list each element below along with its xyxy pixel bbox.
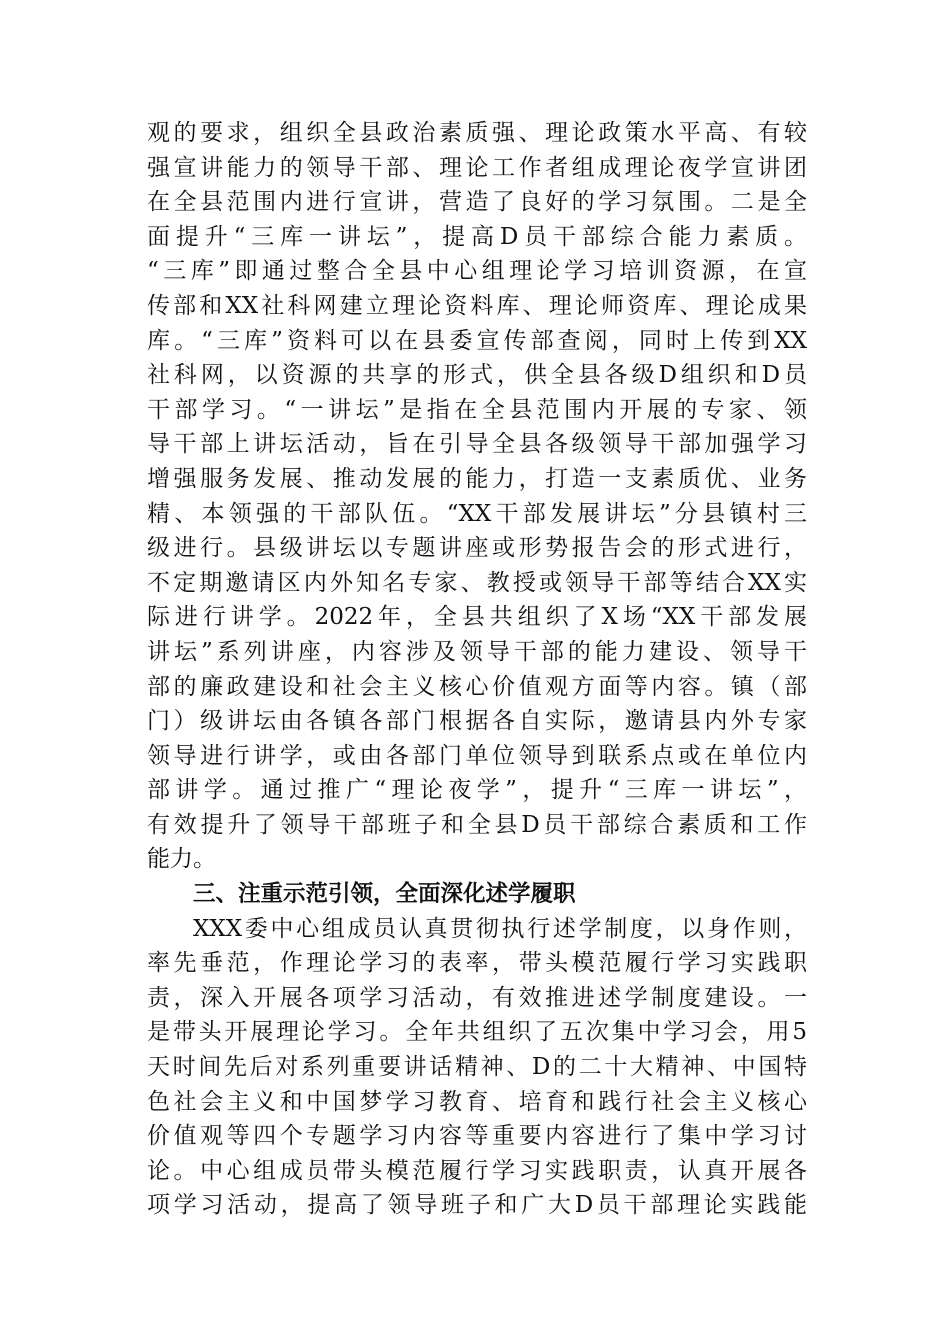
text-line: 级进行。县级讲坛以专题讲座或形势报告会的形式进行， bbox=[147, 535, 807, 562]
text-line: 天时间先后对系列重要讲话精神、D的二十大精神、中国特 bbox=[147, 1054, 807, 1081]
text-line: 门）级讲坛由各镇各部门根据各自实际，邀请县内外专家 bbox=[147, 708, 807, 735]
text-line: 社科网，以资源的共享的形式，供全县各级D组织和D员 bbox=[147, 362, 807, 389]
text-line: 能力。 bbox=[147, 846, 216, 873]
text-line: 价值观等四个专题学习内容等重要内容进行了集中学习讨 bbox=[147, 1123, 807, 1150]
text-line: 强宣讲能力的领导干部、理论工作者组成理论夜学宣讲团 bbox=[147, 154, 807, 181]
text-line: XXX委中心组成员认真贯彻执行述学制度，以身作则， bbox=[193, 915, 807, 942]
text-line: 精、本领强的干部队伍。“XX干部发展讲坛”分县镇村三 bbox=[147, 500, 807, 527]
section-heading: 三、注重示范引领，全面深化述学履职 bbox=[193, 881, 576, 908]
text-line: “三库”即通过整合全县中心组理论学习培训资源，在宣 bbox=[147, 258, 807, 285]
text-line: 不定期邀请区内外知名专家、教授或领导干部等结合XX实 bbox=[147, 569, 807, 596]
text-line: 率先垂范，作理论学习的表率，带头模范履行学习实践职 bbox=[147, 950, 807, 977]
text-line: 面提升“三库一讲坛”，提高D员干部综合能力素质。 bbox=[147, 223, 807, 250]
text-line: 责，深入开展各项学习活动，有效推进述学制度建设。一 bbox=[147, 984, 807, 1011]
paragraph-two bbox=[147, 912, 807, 1223]
text-line: 色社会主义和中国梦学习教育、培育和践行社会主义核心 bbox=[147, 1088, 807, 1115]
text-line: 增强服务发展、推动发展的能力，打造一支素质优、业务 bbox=[147, 465, 807, 492]
text-line: 有效提升了领导干部班子和全县D员干部综合素质和工作 bbox=[147, 811, 807, 838]
text-line: 领导进行讲学，或由各部门单位领导到联系点或在单位内 bbox=[147, 742, 807, 769]
text-line: 干部学习。“一讲坛”是指在全县范围内开展的专家、领 bbox=[147, 396, 807, 423]
text-line: 库。“三库”资料可以在县委宣传部查阅，同时上传到XX bbox=[147, 327, 807, 354]
text-line: 部的廉政建设和社会主义核心价值观方面等内容。镇（部 bbox=[147, 673, 807, 700]
text-line: 观的要求，组织全县政治素质强、理论政策水平高、有较 bbox=[147, 120, 807, 146]
paragraph-one bbox=[147, 116, 807, 877]
text-line: 论。中心组成员带头模范履行学习实践职责，认真开展各 bbox=[147, 1157, 807, 1184]
text-line: 项学习活动，提高了领导班子和广大D员干部理论实践能 bbox=[147, 1192, 807, 1219]
text-line: 是带头开展理论学习。全年共组织了五次集中学习会，用5 bbox=[147, 1019, 807, 1046]
text-line: 导干部上讲坛活动，旨在引导全县各级领导干部加强学习 bbox=[147, 431, 807, 458]
text-line: 传部和XX社科网建立理论资料库、理论师资库、理论成果 bbox=[147, 292, 807, 319]
text-line: 际进行讲学。2022年，全县共组织了X场“XX干部发展 bbox=[147, 604, 807, 631]
text-line: 部讲学。通过推广“理论夜学”，提升“三库一讲坛”， bbox=[147, 777, 807, 804]
text-line: 在全县范围内进行宣讲，营造了良好的学习氛围。二是全 bbox=[147, 189, 807, 216]
text-line: 讲坛”系列讲座，内容涉及领导干部的能力建设、领导干 bbox=[147, 638, 807, 665]
document-body bbox=[147, 116, 807, 1223]
